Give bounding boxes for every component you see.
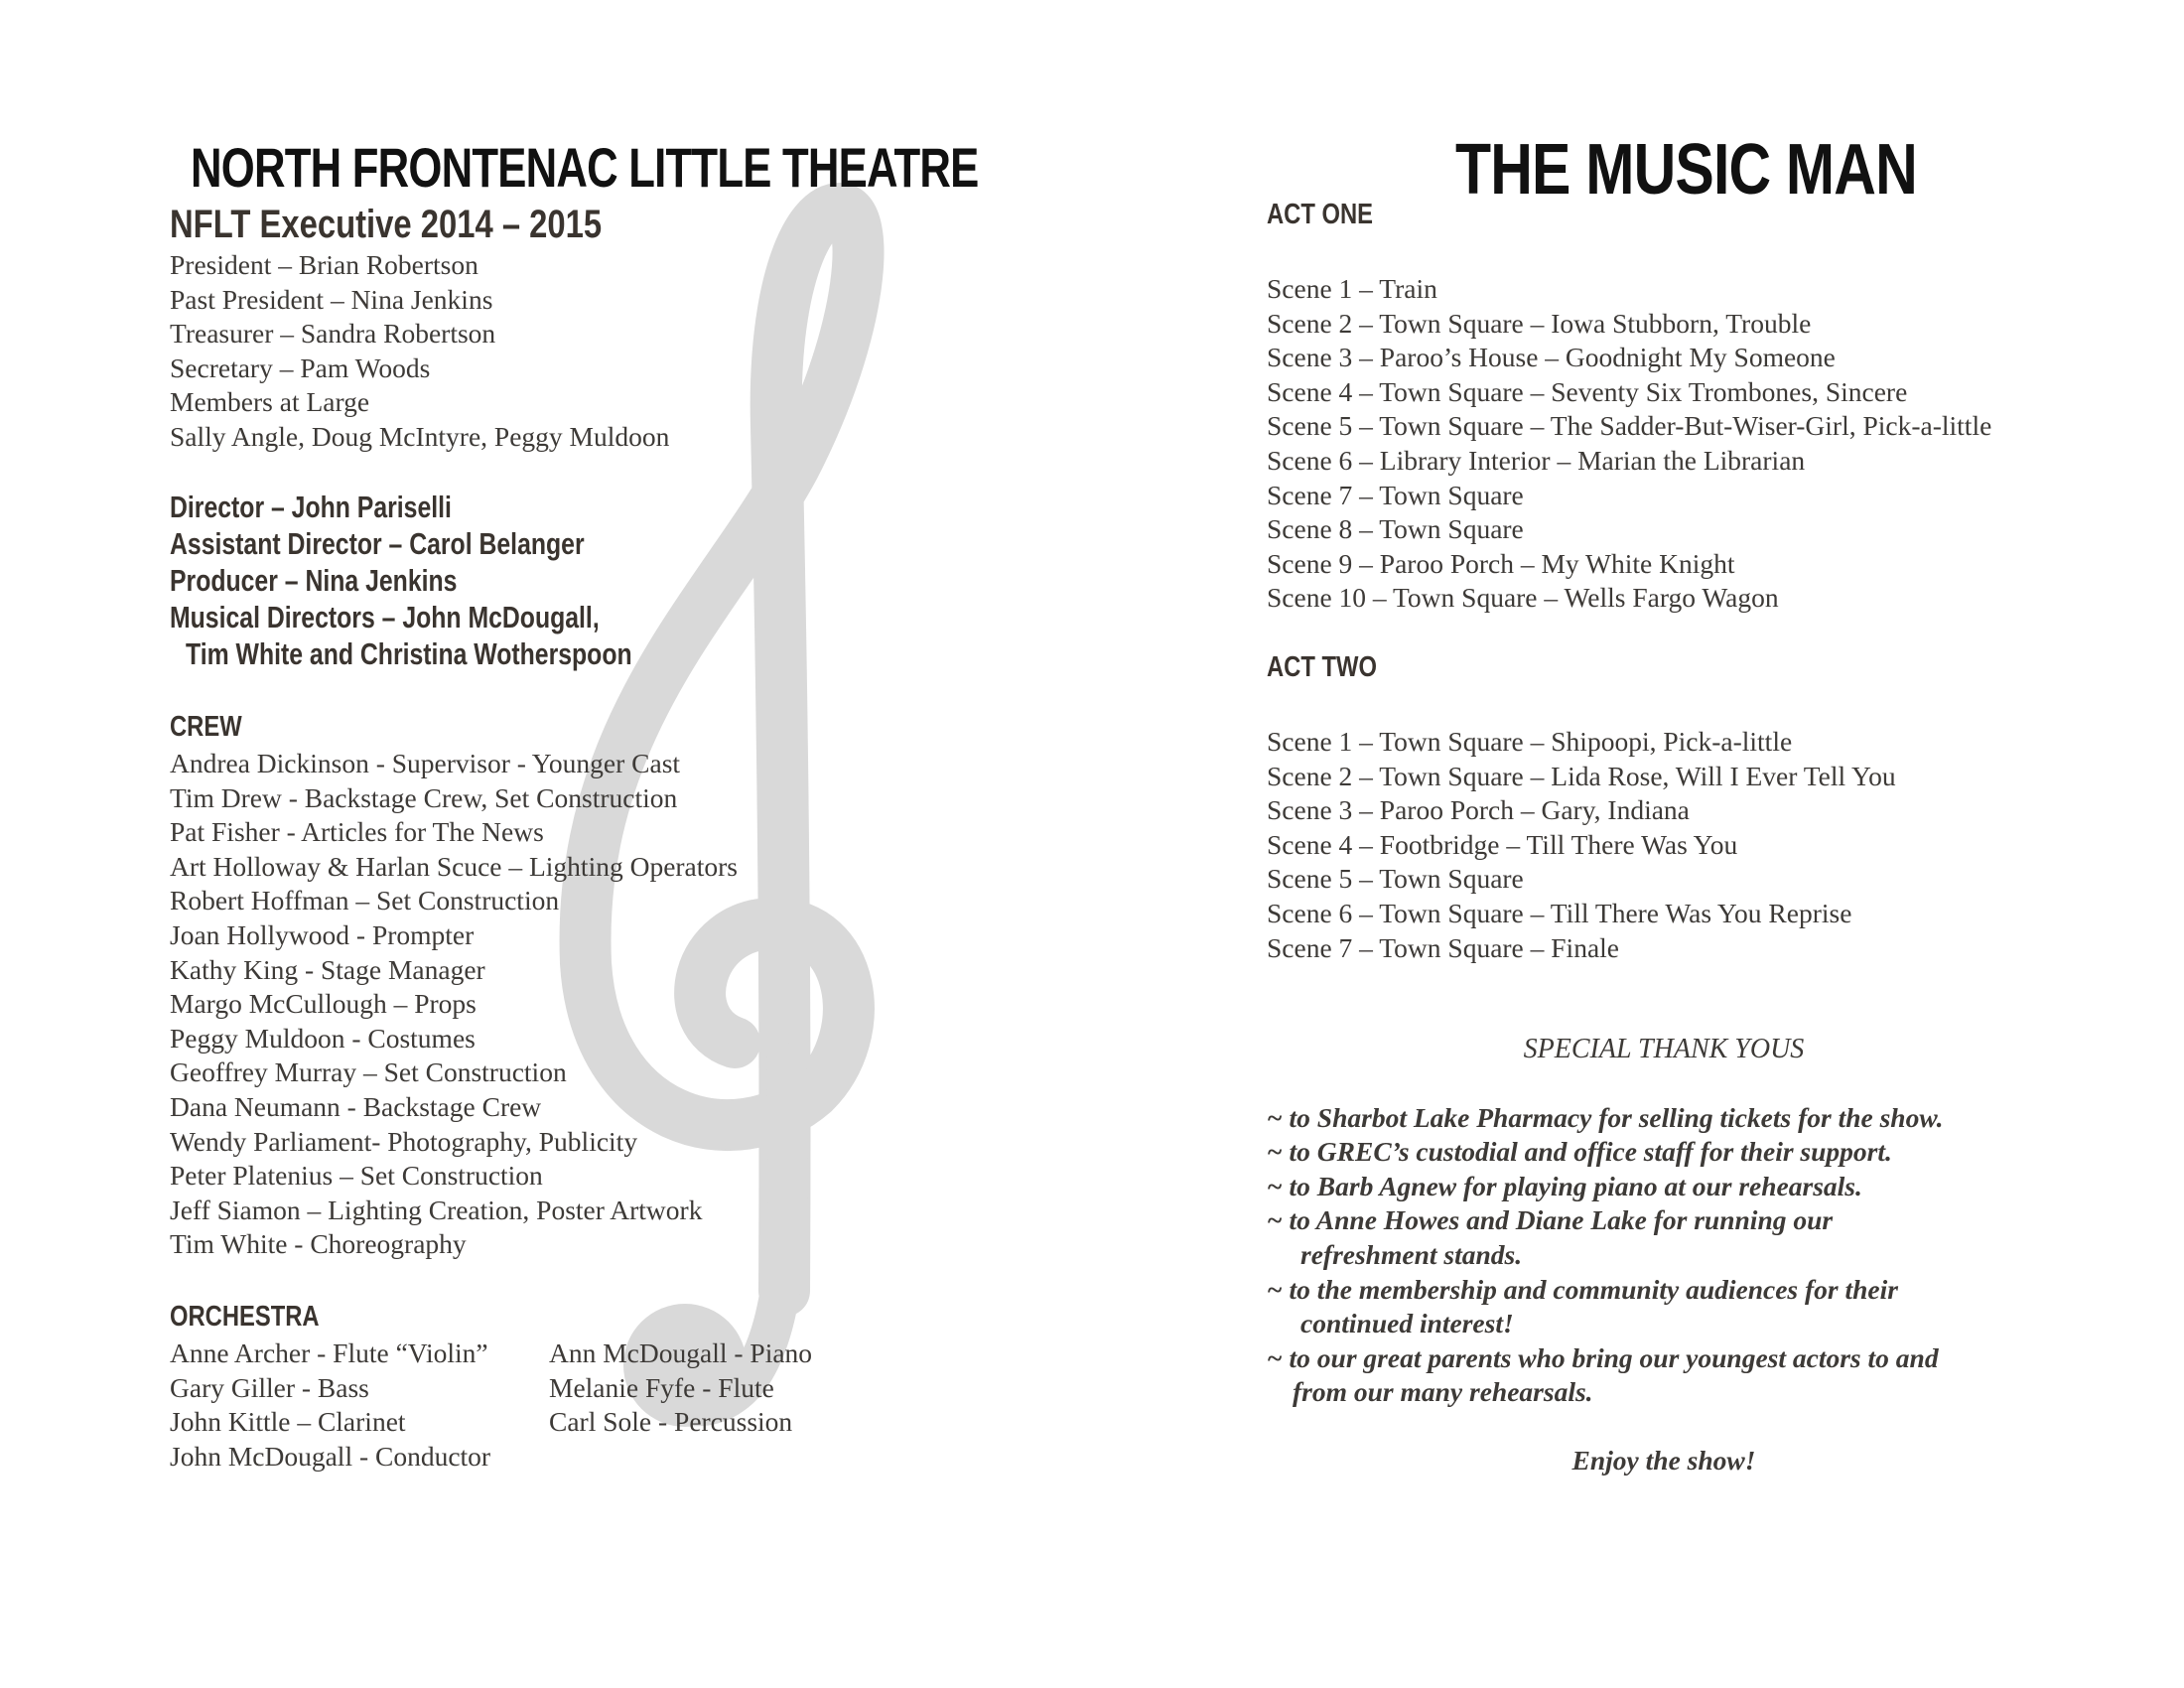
- thanks-item-cont: from our many rehearsals.: [1293, 1376, 1593, 1408]
- list-item: Dana Neumann - Backstage Crew: [170, 1090, 542, 1122]
- thanks-item: ~ to Sharbot Lake Pharmacy for selling tickets for the show.: [1267, 1101, 1944, 1133]
- producer: Producer – Nina Jenkins: [170, 563, 458, 598]
- list-item: Scene 8 – Town Square: [1267, 513, 1524, 545]
- list-item: Scene 4 – Footbridge – Till There Was You: [1267, 828, 1738, 860]
- list-item: Scene 1 – Train: [1267, 273, 1437, 304]
- thanks-item-cont: refreshment stands.: [1300, 1238, 1523, 1270]
- list-item: Scene 5 – Town Square – The Sadder-But-Wiser-Girl, Pick-a-little: [1267, 410, 1992, 442]
- thanks-item: ~ to GREC’s custodial and office staff for their support.: [1267, 1136, 1892, 1168]
- list-item: Ann McDougall - Piano: [549, 1337, 813, 1368]
- executive-heading: NFLT Executive 2014 – 2015: [170, 203, 603, 246]
- list-item: Pat Fisher - Articles for The News: [170, 816, 544, 848]
- list-item: Tim Drew - Backstage Crew, Set Construction: [170, 781, 678, 813]
- musical-directors: Musical Directors – John McDougall,: [170, 600, 600, 634]
- list-item: Treasurer – Sandra Robertson: [170, 318, 496, 350]
- thanks-item: ~ to the membership and community audiences for their: [1267, 1273, 1898, 1305]
- theatre-title: NORTH FRONTENAC LITTLE THEATRE: [191, 136, 979, 199]
- list-item: Scene 3 – Paroo Porch – Gary, Indiana: [1267, 794, 1690, 826]
- list-item: Melanie Fyfe - Flute: [549, 1371, 774, 1403]
- list-item: Past President – Nina Jenkins: [170, 283, 493, 315]
- thanks-item: ~ to Anne Howes and Diane Lake for running our: [1267, 1204, 1834, 1236]
- list-item: Scene 7 – Town Square – Finale: [1267, 931, 1620, 963]
- assistant-director: Assistant Director – Carol Belanger: [170, 526, 585, 561]
- list-item: Wendy Parliament- Photography, Publicity: [170, 1125, 638, 1157]
- list-item: Peggy Muldoon - Costumes: [170, 1022, 476, 1054]
- list-item: Members at Large: [170, 386, 370, 418]
- act-two-heading: ACT TWO: [1267, 651, 1377, 683]
- special-thanks: [1267, 1033, 2081, 1478]
- list-item: Scene 3 – Paroo’s House – Goodnight My Someone: [1267, 342, 1836, 373]
- thanks-heading: SPECIAL THANK YOUS: [1523, 1034, 1805, 1064]
- list-item: Margo McCullough – Props: [170, 988, 477, 1020]
- list-item: Peter Platenius – Set Construction: [170, 1160, 543, 1192]
- list-item: Scene 2 – Town Square – Lida Rose, Will I Ever Tell You: [1267, 760, 1896, 791]
- thanks-item: ~ to Barb Agnew for playing piano at our rehearsals.: [1267, 1170, 1862, 1201]
- list-item: Geoffrey Murray – Set Construction: [170, 1056, 567, 1088]
- list-item: Joan Hollywood - Prompter: [170, 918, 475, 950]
- list-item: Gary Giller - Bass: [170, 1371, 369, 1403]
- list-item: Jeff Siamon – Lighting Creation, Poster Artwork: [170, 1194, 703, 1225]
- list-item: Robert Hoffman – Set Construction: [170, 885, 560, 916]
- list-item: Scene 6 – Town Square – Till There Was You Reprise: [1267, 897, 1852, 928]
- list-item: Carl Sole - Percussion: [549, 1406, 793, 1438]
- list-item: Andrea Dickinson - Supervisor - Younger Cast: [170, 748, 681, 778]
- list-item: Scene 7 – Town Square: [1267, 479, 1524, 510]
- closing-line: Enjoy the show!: [1571, 1444, 1756, 1476]
- list-item: Scene 6 – Library Interior – Marian the Librarian: [1267, 444, 1806, 476]
- musical-directors-cont: Tim White and Christina Wotherspoon: [186, 636, 632, 671]
- list-item: John Kittle – Clarinet: [170, 1406, 406, 1438]
- list-item: Scene 10 – Town Square – Wells Fargo Wagon: [1267, 582, 1779, 614]
- orchestra-heading: ORCHESTRA: [170, 1301, 320, 1333]
- list-item: President – Brian Robertson: [170, 249, 478, 280]
- act-one-scenes: [1267, 272, 1991, 616]
- list-item: Kathy King - Stage Manager: [170, 953, 485, 985]
- list-item: Anne Archer - Flute “Violin”: [170, 1337, 488, 1368]
- thanks-item: ~ to our great parents who bring our youngest actors to and: [1267, 1341, 1939, 1373]
- act-two-scenes: [1267, 725, 1896, 965]
- show-title: THE MUSIC MAN: [1455, 130, 1917, 210]
- list-item: Scene 5 – Town Square: [1267, 863, 1524, 895]
- list-item: Scene 4 – Town Square – Seventy Six Trombones, Sincere: [1267, 375, 1908, 407]
- list-item: Scene 1 – Town Square – Shipoopi, Pick-a-little: [1267, 726, 1793, 757]
- thanks-item-cont: continued interest!: [1300, 1308, 1514, 1339]
- list-item: Scene 2 – Town Square – Iowa Stubborn, Trouble: [1267, 307, 1812, 339]
- list-item: Art Holloway & Harlan Scuce – Lighting Operators: [170, 850, 739, 882]
- director: Director – John Pariselli: [170, 490, 452, 524]
- act-one-heading: ACT ONE: [1267, 199, 1374, 230]
- list-item: Tim White - Choreography: [170, 1228, 467, 1260]
- list-item: Secretary – Pam Woods: [170, 352, 431, 383]
- list-item: John McDougall - Conductor: [170, 1440, 491, 1472]
- crew-heading: CREW: [170, 711, 242, 743]
- list-item: Sally Angle, Doug McIntyre, Peggy Muldoon: [170, 420, 670, 452]
- list-item: Scene 9 – Paroo Porch – My White Knight: [1267, 547, 1735, 579]
